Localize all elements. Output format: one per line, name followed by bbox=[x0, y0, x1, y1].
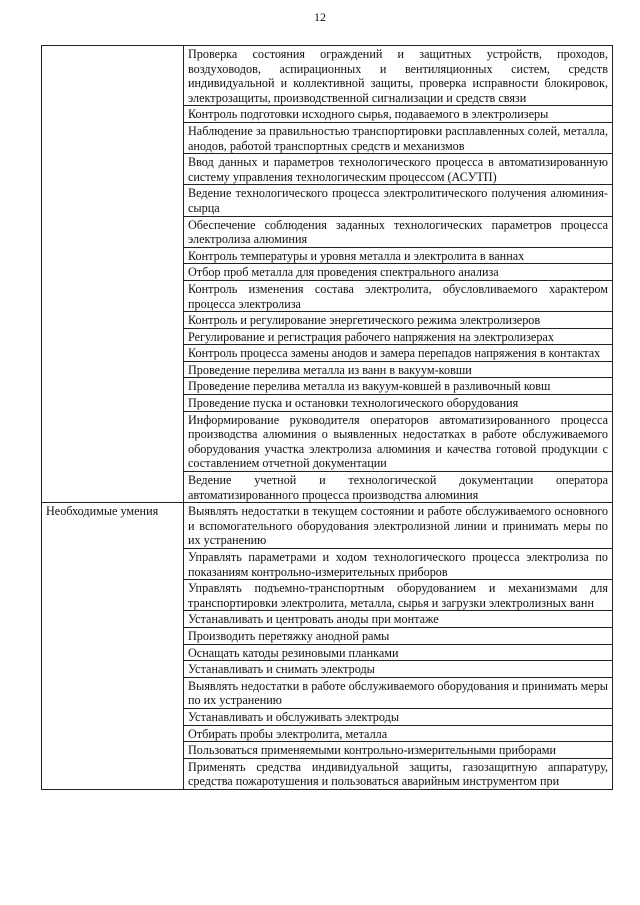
table-cell-item: Управлять подъемно-транспортным оборудованием и механизмами для транспортировки электролита, металла, сырья и загрузки электролизных ванн bbox=[184, 580, 613, 611]
table-cell-item: Отбор проб металла для проведения спектрального анализа bbox=[184, 264, 613, 281]
table-cell-item: Оснащать катоды резиновыми планками bbox=[184, 644, 613, 661]
table-cell-item: Применять средства индивидуальной защиты, газозащитную аппаратуру, средства пожаротушения и пользоваться аварийным инструментом при bbox=[184, 758, 613, 789]
table-cell-item: Обеспечение соблюдения заданных технологических параметров процесса электролиза алюминия bbox=[184, 216, 613, 247]
section-label: Необходимые умения bbox=[42, 503, 184, 790]
table-cell-item: Производить перетяжку анодной рамы bbox=[184, 627, 613, 644]
table-row bbox=[42, 46, 613, 106]
table-row bbox=[42, 503, 613, 549]
table-cell-item: Устанавливать и обслуживать электроды bbox=[184, 708, 613, 725]
table-cell-item: Проверка состояния ограждений и защитных устройств, проходов, воздуховодов, аспирационных и вентиляционных систем, средств индивидуальной и коллективной защиты, проверка исправности блокировок, электрозащиты, производственной сигнализации и средств связи bbox=[184, 46, 613, 106]
competency-table bbox=[41, 45, 613, 790]
table-cell-item: Наблюдение за правильностью транспортировки расплавленных солей, металла, анодов, работой транспортных средств и механизмов bbox=[184, 122, 613, 153]
table-cell-item: Контроль и регулирование энергетического режима электролизеров bbox=[184, 312, 613, 329]
table-cell-item: Устанавливать и центровать аноды при монтаже bbox=[184, 611, 613, 628]
table-cell-item: Выявлять недостатки в текущем состоянии и работе обслуживаемого основного и вспомогательного оборудования электролизной линии и принимать меры по их устранению bbox=[184, 503, 613, 549]
table-cell-item: Выявлять недостатки в работе обслуживаемого оборудования и принимать меры по их устранению bbox=[184, 677, 613, 708]
table-cell-item: Ведение учетной и технологической документации оператора автоматизированного процесса производства алюминия bbox=[184, 472, 613, 503]
table-cell-item: Контроль подготовки исходного сырья, подаваемого в электролизеры bbox=[184, 106, 613, 123]
table-cell-item: Ведение технологического процесса электролитического получения алюминия-сырца bbox=[184, 185, 613, 216]
table-cell-item: Информирование руководителя операторов автоматизированного процесса производства алюминия о выявленных недостатках в работе обслуживаемого оборудования участка электролиза алюминия и качества готовой продукции с составлением отчетной документации bbox=[184, 411, 613, 471]
table-cell-item: Управлять параметрами и ходом технологического процесса электролиза по показаниям контрольно-измерительных приборов bbox=[184, 549, 613, 580]
table-cell-item: Контроль температуры и уровня металла и электролита в ваннах bbox=[184, 247, 613, 264]
table-cell-item: Контроль изменения состава электролита, обусловливаемого характером процесса электролиза bbox=[184, 280, 613, 311]
section-label bbox=[42, 46, 184, 503]
table-cell-item: Контроль процесса замены анодов и замера перепадов напряжения в контактах bbox=[184, 345, 613, 362]
table-cell-item: Устанавливать и снимать электроды bbox=[184, 661, 613, 678]
page-number: 12 bbox=[314, 10, 326, 24]
table-cell-item: Пользоваться применяемыми контрольно-измерительными приборами bbox=[184, 742, 613, 759]
table-cell-item: Проведение перелива металла из ванн в вакуум-ковши bbox=[184, 361, 613, 378]
table-cell-item: Проведение перелива металла из вакуум-ковшей в разливочный ковш bbox=[184, 378, 613, 395]
table-cell-item: Регулирование и регистрация рабочего напряжения на электролизерах bbox=[184, 328, 613, 345]
table-cell-item: Ввод данных и параметров технологического процесса в автоматизированную систему управления технологическим процессом (АСУТП) bbox=[184, 154, 613, 185]
table-cell-item: Отбирать пробы электролита, металла bbox=[184, 725, 613, 742]
table-cell-item: Проведение пуска и остановки технологического оборудования bbox=[184, 395, 613, 412]
